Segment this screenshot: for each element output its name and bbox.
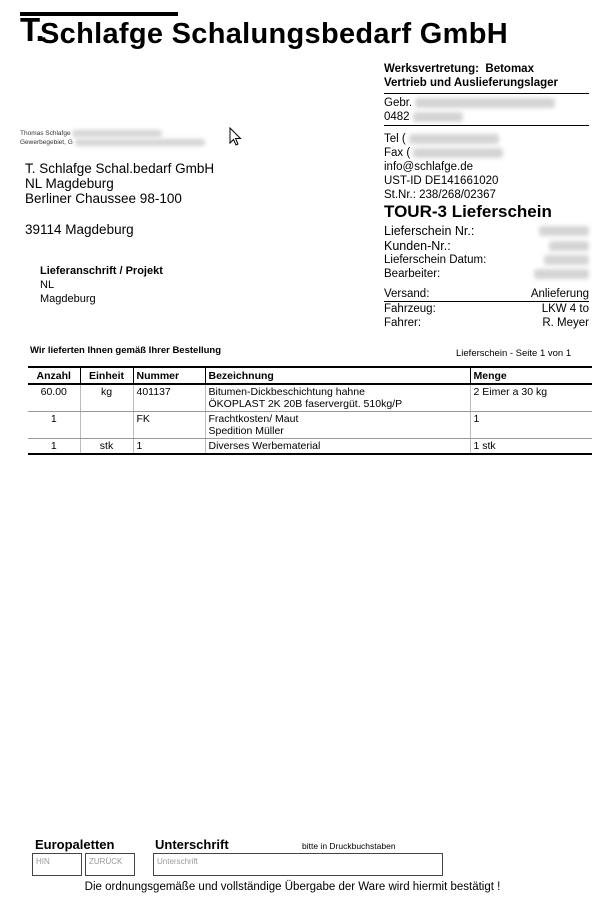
lieferschein-nr-label: Lieferschein Nr.: [384,224,475,238]
doc-field-row [384,267,589,281]
signature-placeholder: Unterschrift [157,857,198,866]
delivery-line-2: Magdeburg [40,293,96,305]
fahrer-value: R. Meyer [542,317,589,329]
doc-title: TOUR-3 Lieferschein [384,202,552,221]
fahrzeug-value: LKW 4 to [541,303,589,315]
sender-line-2 [20,139,205,147]
col-anzahl: Anzahl [28,367,80,384]
signature-label: Unterschrift [155,837,229,852]
logo-bar [20,12,178,16]
cell-anzahl: 1 [28,439,80,455]
pallets-hin-field[interactable] [32,853,82,876]
redacted-tel [409,134,499,144]
cell-anzahl: 1 [28,412,80,439]
shipping-row [384,287,589,302]
doc-fields [384,224,589,281]
shipping-row [384,316,589,330]
col-einheit: Einheit [80,367,133,384]
bezeichnung-line-1: Bitumen-Dickbeschichtung hahne [208,386,365,398]
versand-value: Anlieferung [530,288,589,300]
cell-einheit: kg [80,384,133,412]
col-menge: Menge [470,367,592,384]
pallets-zurueck-field[interactable] [85,853,135,876]
contact-fax [384,146,503,160]
redacted-sender [72,130,162,137]
recipient-line-2: NL Magdeburg [25,176,114,191]
doc-field-row [384,238,589,253]
divider [384,93,589,94]
sender-street: Gewerbegebiet, G [20,139,73,147]
col-nummer: Nummer [133,367,205,384]
cell-nummer: 401137 [133,384,205,412]
cell-menge: 1 stk [470,439,592,455]
cell-menge: 1 [470,412,592,439]
items-table [28,366,592,455]
table-row [28,384,592,412]
signature-hint: bitte in Druckbuchstaben [302,841,396,851]
bezeichnung-line-2: Spedition Müller [208,425,284,437]
cell-anzahl: 60.00 [28,384,80,412]
table-header-row [28,367,592,384]
contact-phone [384,110,463,124]
cell-bezeichnung: Diverses Werbematerial [205,439,470,455]
address-prefix: Gebr. [384,97,413,109]
recipient-line-1: T. Schlafge Schal.bedarf GmbH [25,161,215,176]
redacted-phone [413,112,463,122]
cell-einheit: stk [80,439,133,455]
bezeichnung-line-2: ÖKOPLAST 2K 20B faservergüt. 510kg/P [208,398,403,410]
order-note: Wir lieferten Ihnen gemäß Ihrer Bestellung [30,345,222,356]
redacted-sender [75,139,205,146]
sender-name: Thomas Schlafge [20,130,71,138]
contact-tel [384,132,499,146]
fax-prefix: Fax ( [384,147,411,159]
shipping-info [384,287,589,330]
cell-einheit [80,412,133,439]
zurueck-placeholder: ZURÜCK [89,857,123,866]
table-row [28,412,592,439]
contact-email[interactable]: info@schlafge.de [384,161,474,173]
delivery-line-1: NL [40,279,55,291]
table-row [28,439,592,455]
fahrer-label: Fahrer: [384,317,422,329]
cell-nummer: FK [133,412,205,439]
doc-field-row [384,253,589,267]
recipient-city: 39114 Magdeburg [25,222,134,237]
mouse-cursor-icon [229,127,243,147]
cell-bezeichnung [205,384,470,412]
recipient-line-3: Berliner Chaussee 98-100 [25,191,182,206]
st-nr: St.Nr.: 238/268/02367 [384,189,496,201]
col-bezeichnung: Bezeichnung [205,367,470,384]
werk-line [384,62,534,76]
tel-prefix: Tel ( [384,133,406,145]
fahrzeug-label: Fahrzeug: [384,303,436,315]
doc-field-row [384,224,589,238]
werk-value: Betomax [485,63,534,75]
delivery-title: Lieferanschrift / Projekt [40,265,163,277]
phone-prefix: 0482 [384,111,410,123]
logo-initial: T. [20,11,44,48]
redacted-value [539,226,589,236]
werk-subtitle: Vertrieb und Auslieferungslager [384,77,559,89]
werk-label: Werksvertretung: [384,63,480,75]
signature-field[interactable] [153,853,443,876]
pallets-label: Europaletten [35,837,115,852]
company-name: Schlafge Schalungsbedarf GmbH [40,18,508,50]
divider [384,125,589,126]
redacted-value [544,255,589,265]
cell-bezeichnung [205,412,470,439]
sender-line-1 [20,130,162,138]
page-info: Lieferschein - Seite 1 von 1 [456,348,572,359]
contact-address [384,96,555,110]
bezeichnung-line-1: Frachtkosten/ Maut [208,413,299,425]
kunden-nr-label: Kunden-Nr.: [384,238,451,253]
redacted-fax [413,148,503,158]
bearbeiter-label: Bearbeiter: [384,268,441,280]
versand-label: Versand: [384,288,430,300]
hin-placeholder: HIN [36,857,50,866]
redacted-address [415,98,555,108]
shipping-row [384,302,589,316]
ust-id: UST-ID DE141661020 [384,175,499,187]
redacted-value [549,241,589,251]
cell-nummer: 1 [133,439,205,455]
datum-label: Lieferschein Datum: [384,254,487,266]
redacted-value [534,269,589,279]
cell-menge: 2 Eimer a 30 kg [470,384,592,412]
confirmation-text: Die ordnungsgemäße und vollständige Übergabe der Ware wird hiermit bestätigt ! [84,881,501,893]
